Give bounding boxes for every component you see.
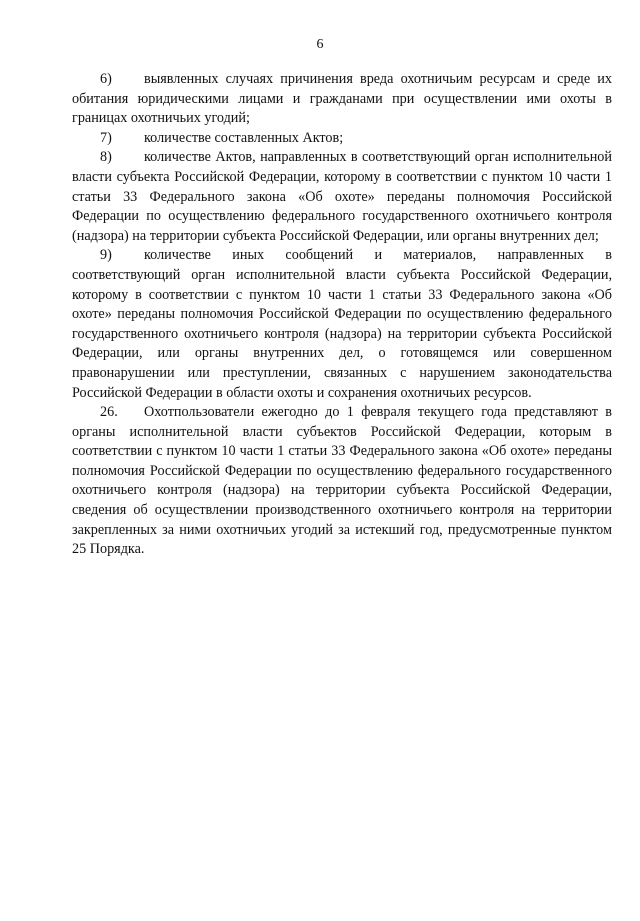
list-item-9 — [72, 246, 612, 403]
clause-26 — [72, 403, 612, 560]
clause-number: 26. — [100, 404, 118, 421]
list-item-text: выявленных случаях причинения вреда охотничьим ресурсам и среде их обитания юридическими лицами и гражданами при осуществлении ими охоты в границах охотничьих угодий; — [72, 71, 612, 127]
list-item-text: количестве составленных Актов; — [144, 129, 344, 146]
list-item-number: 8) — [100, 149, 112, 166]
list-item-7 — [72, 129, 612, 149]
page-number: 6 — [316, 37, 324, 52]
list-item-number: 6) — [100, 71, 112, 87]
clause-text: Охотпользователи ежегодно до 1 февраля текущего года представляют в органы исполнительной власти субъектов Российской Федерации, которым в соответствии с пунктом 10 части 1 статьи 33 Федерального закона «Об охоте» переданы полномочия Российской Федерации по осуществлению федерального государственного охотничьего контроля (надзора) на территории субъекта Российской Федерации, сведения об осуществлении производственного охотничьего контроля на территории закрепленных за ними охотничьих угодий за истекший год, предусмотренные пунктом 25 Порядка. — [72, 404, 612, 558]
list-item-text: количестве Актов, направленных в соответствующий орган исполнительной власти субъекта Российской Федерации, которому в соответствии с пунктом 10 части 1 статьи 33 Федерального закона «Об охоте» переданы полномочия Российской Федерации по осуществлению федерального государственного охотничьего контроля (надзора) на территории субъекта Российской Федерации, или органы внутренних дел; — [72, 149, 612, 244]
list-item-6 — [72, 70, 612, 129]
list-item-number: 9) — [100, 247, 112, 264]
document-body — [72, 70, 612, 560]
list-item-8 — [72, 148, 612, 246]
list-item-text: количестве иных сообщений и материалов, направленных в соответствующий орган исполнительной власти субъекта Российской Федерации, которому в соответствии с пунктом 10 части 1 статьи 33 Федерального закона «Об охоте» переданы полномочия Российской Федерации по осуществлению федерального государственного охотничьего контроля (надзора) на территории субъекта Российской Федерации, или органы внутренних дел, о готовящемся или совершенном правонарушении или преступлении, связанных с нарушением законодательства Российской Федерации в области охоты и сохранения охотничьих ресурсов. — [72, 247, 612, 401]
list-item-number: 7) — [100, 129, 112, 146]
